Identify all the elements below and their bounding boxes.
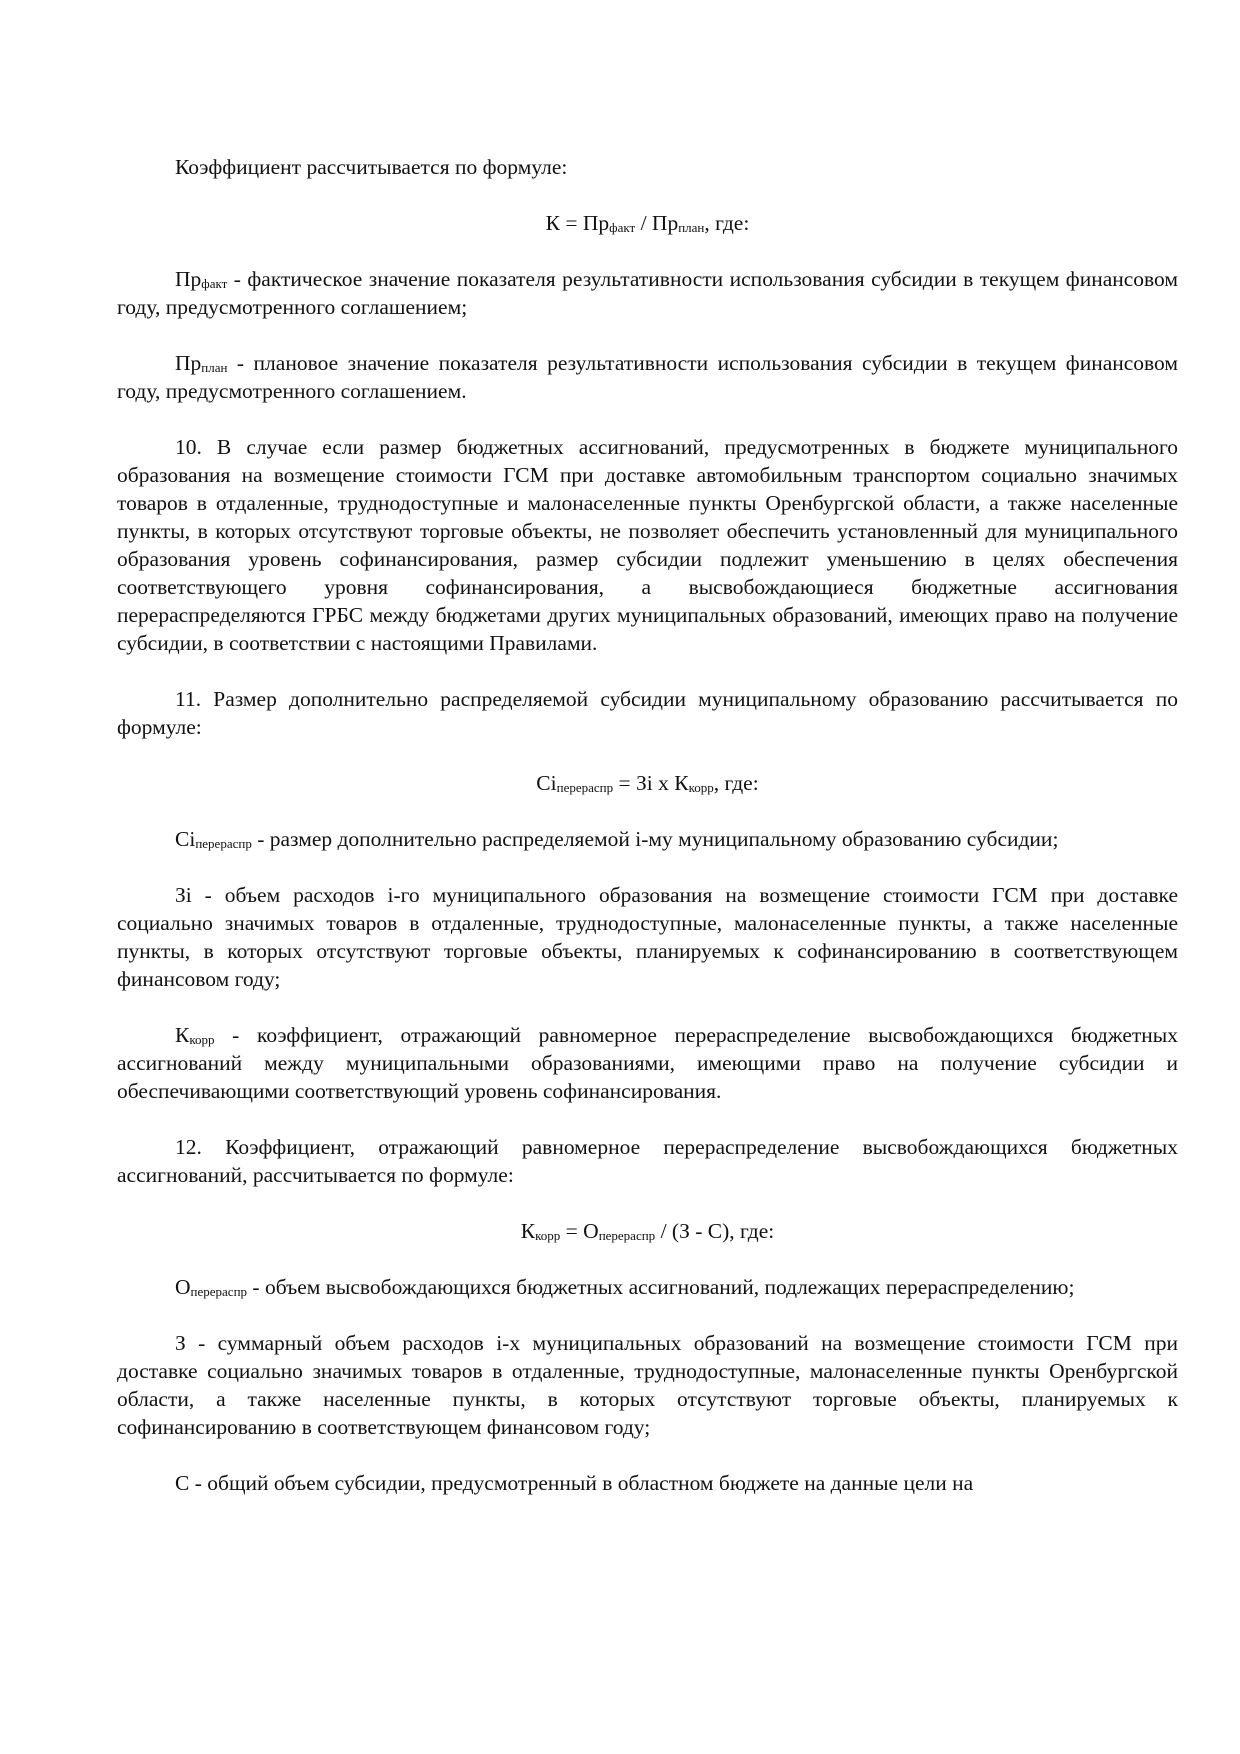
term: Ci [175, 827, 196, 851]
term: Пр [175, 351, 202, 375]
definition-text: - объем высвобождающихся бюджетных ассигнований, подлежащих перераспределению; [247, 1275, 1075, 1299]
definition-text: - плановое значение показателя результативности использования субсидии в текущем финансовом году, предусмотренного соглашением. [117, 351, 1178, 403]
paragraph-intro: Коэффициент рассчитывается по формуле: [175, 155, 568, 179]
formula-text: = Зi x К [613, 771, 689, 795]
formula-k [117, 209, 1178, 237]
formula-text: Ci [536, 771, 557, 795]
subscript: перераспр [195, 836, 252, 851]
subscript: корр [535, 1228, 561, 1243]
term: Пр [175, 267, 202, 291]
subscript: перераспр [598, 1228, 656, 1243]
paragraph-12: 12. Коэффициент, отражающий равномерное перераспределение высвобождающихся бюджетных ассигнований, рассчитывается по формуле: [117, 1135, 1178, 1187]
subscript: план [678, 220, 705, 235]
definition-kkorr [117, 1021, 1178, 1105]
paragraph-10: 10. В случае если размер бюджетных ассигнований, предусмотренных в бюджете муниципального образования на возмещение стоимости ГСМ при доставке автомобильным транспортом социально значимых товаров в отдаленные, труднодоступные и малонаселенные пункты Оренбургской области, а также населенные пункты, в которых отсутствуют торговые объекты, не позволяет обеспечить установленный для муниципального образования уровень софинансирования, размер субсидии подлежит уменьшению в целях обеспечения соответствующего уровня софинансирования, а высвобождающиеся бюджетные ассигнования перераспределяются ГРБС между бюджетами других муниципальных образований, имеющих право на получение субсидии, в соответствии с настоящими Правилами. [117, 435, 1178, 655]
formula-kkorr [117, 1217, 1178, 1245]
definition-text: - размер дополнительно распределяемой i-му муниципальному образованию субсидии; [251, 827, 1059, 851]
definition-zi: Зi - объем расходов i-го муниципального образования на возмещение стоимости ГСМ при доставке социально значимых товаров в отдаленные, труднодоступные, малонаселенные пункты, а также населенные пункты, в которых отсутствуют торговые объекты, планируемых к софинансированию в соответствующем финансовом году; [117, 883, 1178, 991]
definition-text: - фактическое значение показателя результативности использования субсидии в текущем финансовом году, предусмотренного соглашением; [117, 267, 1178, 319]
subscript: перераспр [190, 1284, 248, 1299]
subscript: перераспр [556, 780, 614, 795]
definition-text: - коэффициент, отражающий равномерное перераспределение высвобождающихся бюджетных ассигнований между муниципальными образованиями, имеющими право на получение субсидии и обеспечивающими соответствующий уровень софинансирования. [117, 1023, 1178, 1103]
subscript: факт [201, 276, 228, 291]
definition-pr-fact [117, 265, 1178, 321]
formula-text: = О [560, 1219, 599, 1243]
document-page [117, 153, 1178, 1525]
formula-text: , где: [713, 771, 759, 795]
subscript: факт [609, 220, 636, 235]
formula-text: / Пр [635, 211, 679, 235]
paragraph-11: 11. Размер дополнительно распределяемой субсидии муниципальному образованию рассчитывается по формуле: [117, 687, 1178, 739]
subscript: корр [189, 1032, 215, 1047]
formula-text: К = Пр [545, 211, 610, 235]
definition-z: З - суммарный объем расходов i-х муниципальных образований на возмещение стоимости ГСМ при доставке социально значимых товаров в отдаленные, труднодоступные, малонаселенные пункты Оренбургской области, а также населенные пункты, в которых отсутствуют торговые объекты, планируемых к софинансированию в соответствующем финансовом году; [117, 1331, 1178, 1439]
formula-text: / (З - С), где: [655, 1219, 775, 1243]
formula-text: , где: [704, 211, 750, 235]
term: К [175, 1023, 190, 1047]
formula-ci [117, 769, 1178, 797]
definition-c: С - общий объем субсидии, предусмотренный в областном бюджете на данные цели на [175, 1471, 974, 1495]
definition-operaspr [117, 1273, 1178, 1301]
formula-text: К [520, 1219, 536, 1243]
definition-ci [117, 825, 1178, 853]
subscript: корр [688, 780, 714, 795]
subscript: план [201, 360, 228, 375]
definition-pr-plan [117, 349, 1178, 405]
term: О [175, 1275, 191, 1299]
